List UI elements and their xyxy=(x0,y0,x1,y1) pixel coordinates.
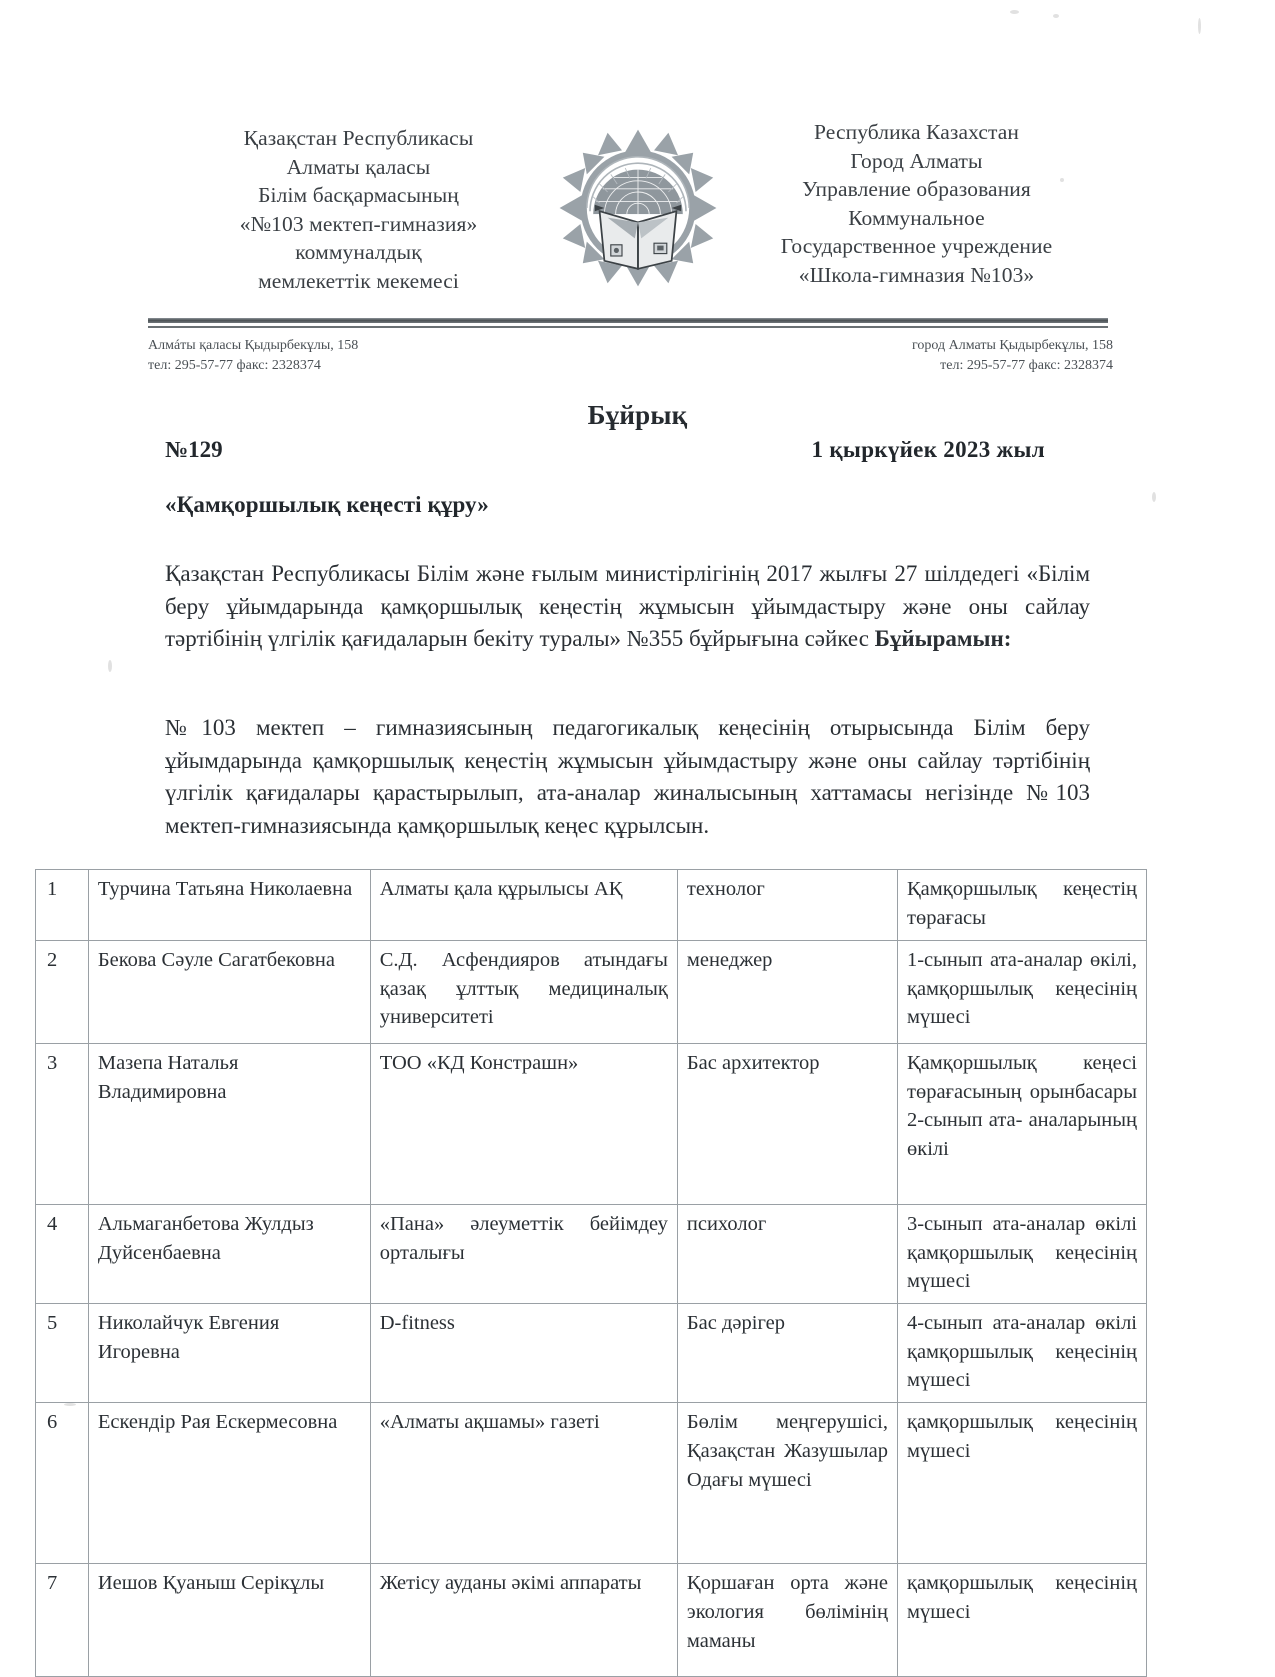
scan-speck xyxy=(1053,14,1059,18)
row-number: 7 xyxy=(36,1564,89,1677)
letterhead-russian-line: Коммунальное xyxy=(848,205,985,230)
row-council-role: Қамқоршылық кеңестің төрағасы xyxy=(897,870,1146,941)
order-number: №129 xyxy=(165,437,223,462)
row-organization: ТОО «КД Констрашн» xyxy=(370,1044,677,1205)
board-members-table-body xyxy=(36,870,1147,1677)
order-title: Бұйрық xyxy=(587,400,688,430)
letterhead-kazakh xyxy=(175,112,543,296)
row-name: Мазепа Наталья Владимировна xyxy=(88,1044,370,1205)
address-kazakh-phone: тел: 295-57-77 факс: 2328374 xyxy=(148,357,321,373)
scan-speck xyxy=(108,660,112,672)
table-row xyxy=(36,1044,1147,1205)
letterhead-kazakh-line: «№103 мектеп-гимназия» xyxy=(239,211,478,236)
letterhead-kazakh-line: Қазақстан Республикасы xyxy=(243,126,474,150)
row-name: Альмаганбетова Жулдыз Дуйсенбаевна xyxy=(88,1205,370,1304)
row-number: 3 xyxy=(36,1044,89,1205)
letterhead-kazakh-line: коммуналдық xyxy=(295,240,422,265)
row-organization: «Алматы ақшамы» газеті xyxy=(370,1403,677,1564)
row-number: 6 xyxy=(36,1403,89,1564)
table-row xyxy=(36,941,1147,1044)
row-name: Турчина Татьяна Николаевна xyxy=(88,870,370,941)
paragraph-reference-text: Қазақстан Республикасы Білім және ғылым министірлігінің 2017 жылғы 27 шілдедегі «Білім беру ұйымдарында қамқоршылық кеңестің жұмысын ұйымдастыру және оны сайлау тәртібінің үлгілік қағидаларын бекіту туралы» №355 бұйрығына сәйкес xyxy=(165,561,1090,652)
school-emblem-icon xyxy=(558,128,718,288)
row-position: психолог xyxy=(677,1205,897,1304)
table-row xyxy=(36,1403,1147,1564)
emblem-container xyxy=(543,112,733,288)
table-row xyxy=(36,870,1147,941)
address-kazakh-street: Алмáты қаласы Қыдырбекұлы, 158 xyxy=(148,338,359,353)
row-position: Қоршаған орта және экология бөлімінің маманы xyxy=(677,1564,897,1677)
row-council-role: қамқоршылық кеңесінің мүшесі xyxy=(897,1564,1146,1677)
row-organization: С.Д. Асфендияров атындағы қазақ ұлттық медициналық университеті xyxy=(370,941,677,1044)
table-row xyxy=(36,1304,1147,1403)
letterhead-kazakh-line: Білім басқармасының xyxy=(258,183,459,208)
letterhead-russian-line: Управление образования xyxy=(802,177,1031,202)
paragraph-reference xyxy=(165,558,1090,656)
letterhead-russian xyxy=(733,112,1101,290)
board-members-table xyxy=(35,869,1147,1677)
row-organization: D-fitness xyxy=(370,1304,677,1403)
row-council-role: 1-сынып ата-аналар өкілі, қамқоршылық кеңесінің мүшесі xyxy=(897,941,1146,1044)
letterhead-kazakh-line: мемлекеттік мекемесі xyxy=(258,268,459,293)
letterhead-kazakh-line: Алматы қаласы xyxy=(286,154,431,179)
letterhead-russian-line: «Школа-гимназия №103» xyxy=(798,262,1035,287)
row-council-role: 3-сынып ата-аналар өкілі қамқоршылық кеңесінің мүшесі xyxy=(897,1205,1146,1304)
row-organization: «Пана» әлеуметтік бейімдеу орталығы xyxy=(370,1205,677,1304)
scan-speck xyxy=(1198,18,1201,34)
paragraph-resolution: №103 мектеп – гимназиясының педагогикалық кеңесінің отырысында Білім беру ұйымдарында қамқоршылық кеңестің жұмысын ұйымдастыру және оны сайлау тәртібінің үлгілік қағидалары қарастырылып, ата-аналар жиналысының хаттамасы негізінде №103 мектеп-гимназиясында қамқоршылық кеңес құрылсын. xyxy=(165,715,1090,838)
row-position: Бас дәрігер xyxy=(677,1304,897,1403)
row-council-role: қамқоршылық кеңесінің мүшесі xyxy=(897,1403,1146,1564)
letterhead-russian-line: Государственное учреждение xyxy=(780,234,1053,259)
scan-speck xyxy=(1152,492,1156,502)
header-divider xyxy=(148,318,1108,328)
row-number: 2 xyxy=(36,941,89,1044)
row-position: Бөлім меңгерушісі, Қазақстан Жазушылар Одағы мүшесі xyxy=(677,1403,897,1564)
order-date: 1 қыркүйек 2023 жыл xyxy=(811,437,1045,462)
letterhead xyxy=(0,112,1275,296)
row-position: технолог xyxy=(677,870,897,941)
address-russian-phone: тел: 295-57-77 факс: 2328374 xyxy=(940,357,1113,373)
row-name: Николайчук Евгения Игоревна xyxy=(88,1304,370,1403)
scan-speck xyxy=(1010,10,1019,14)
address-kazakh xyxy=(148,336,358,376)
row-position: Бас архитектор xyxy=(677,1044,897,1205)
address-russian-street: город Алматы Қыдырбекұлы, 158 xyxy=(912,338,1113,353)
divider-thin-rule xyxy=(148,326,1108,328)
row-number: 4 xyxy=(36,1205,89,1304)
row-organization: Жетісу ауданы әкімі аппараты xyxy=(370,1564,677,1677)
row-name: Иешов Қуаныш Серікұлы xyxy=(88,1564,370,1677)
letterhead-russian-line: Республика Казахстан xyxy=(814,120,1019,144)
row-name: Ескендір Рая Ескермесовна xyxy=(88,1403,370,1564)
order-meta-row xyxy=(165,437,1045,463)
order-subject: «Қамқоршылық кеңесті құру» xyxy=(165,492,489,517)
order-command-word: Бұйырамын: xyxy=(874,626,1012,652)
row-name: Бекова Сәуле Сагатбековна xyxy=(88,941,370,1044)
address-row xyxy=(148,336,1113,376)
address-russian xyxy=(912,336,1113,376)
table-row xyxy=(36,1205,1147,1304)
row-organization: Алматы қала құрылысы АҚ xyxy=(370,870,677,941)
row-position: менеджер xyxy=(677,941,897,1044)
row-council-role: 4-сынып ата-аналар өкілі қамқоршылық кеңесінің мүшесі xyxy=(897,1304,1146,1403)
table-row xyxy=(36,1564,1147,1677)
row-number: 1 xyxy=(36,870,89,941)
row-number: 5 xyxy=(36,1304,89,1403)
letterhead-russian-line: Город Алматы xyxy=(850,148,983,173)
row-council-role: Қамқоршылық кеңесі төрағасының орынбасары 2-сынып ата- аналарының өкілі xyxy=(897,1044,1146,1205)
